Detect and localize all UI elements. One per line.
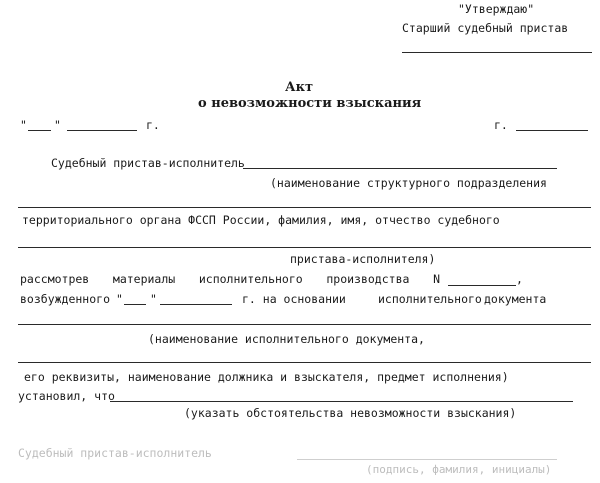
initiated-quote-close: " [150,292,157,306]
word-proceedings: производства [326,272,410,286]
initiated-quote-open: " [116,292,123,306]
document-title: Акт [285,80,314,95]
territorial-organ-text: территориального органа ФССП России, фамилия, имя, отчество судебного [22,213,500,227]
structural-unit-field [18,207,591,208]
initiated-month-field [160,304,232,305]
executive-document-field [18,324,591,325]
date-month-field [67,130,137,131]
hint-executive-document: (наименование исполнительного документа, [148,332,425,346]
document-subtitle: о невозможности взыскания [198,96,422,111]
signature-field [297,459,557,460]
proceedings-number-field [448,273,516,286]
hint-circumstances: (указать обстоятельства невозможности взыскания) [184,406,517,420]
word-number-sign: N [433,272,441,286]
bailiff-label: Судебный пристав-исполнитель [51,156,245,170]
word-on-basis: г. на основании [242,292,346,306]
initiated-day-field [124,304,146,305]
bailiff-field [243,168,557,169]
word-executive: исполнительного [198,272,303,286]
bailiff-name-field [18,247,591,248]
circumstances-field [110,401,573,402]
document-requisites-field [18,362,591,363]
date-year-suffix: г. [146,118,160,132]
date-quote-close: " [54,118,61,132]
approval-signature-line [402,52,592,53]
word-executive-doc: исполнительного [378,292,482,306]
hint-signature: (подпись, фамилия, инициалы) [366,463,552,476]
hint-bailiff: пристава-исполнителя) [290,252,436,266]
word-materials: материалы [112,272,176,286]
word-considered: рассмотрев [20,272,90,286]
hint-structural-unit: (наименование структурного подразделения [270,176,547,190]
city-field [516,130,588,131]
date-quote-open: " [20,118,27,132]
signature-bailiff-label: Судебный пристав-исполнитель [18,446,212,460]
word-comma: , [516,272,523,286]
requisites-text: его реквизиты, наименование должника и взыскателя, предмет исполнения) [24,370,509,384]
word-initiated: возбужденного [20,292,111,306]
city-prefix: г. [494,118,508,132]
approval-position: Старший судебный пристав [402,21,569,35]
established-label: установил, что [18,389,115,403]
word-document: документа [484,292,547,306]
considered-materials-row [20,272,523,286]
approval-stamp-text: "Утверждаю" [458,2,535,16]
date-day-field [28,130,51,131]
